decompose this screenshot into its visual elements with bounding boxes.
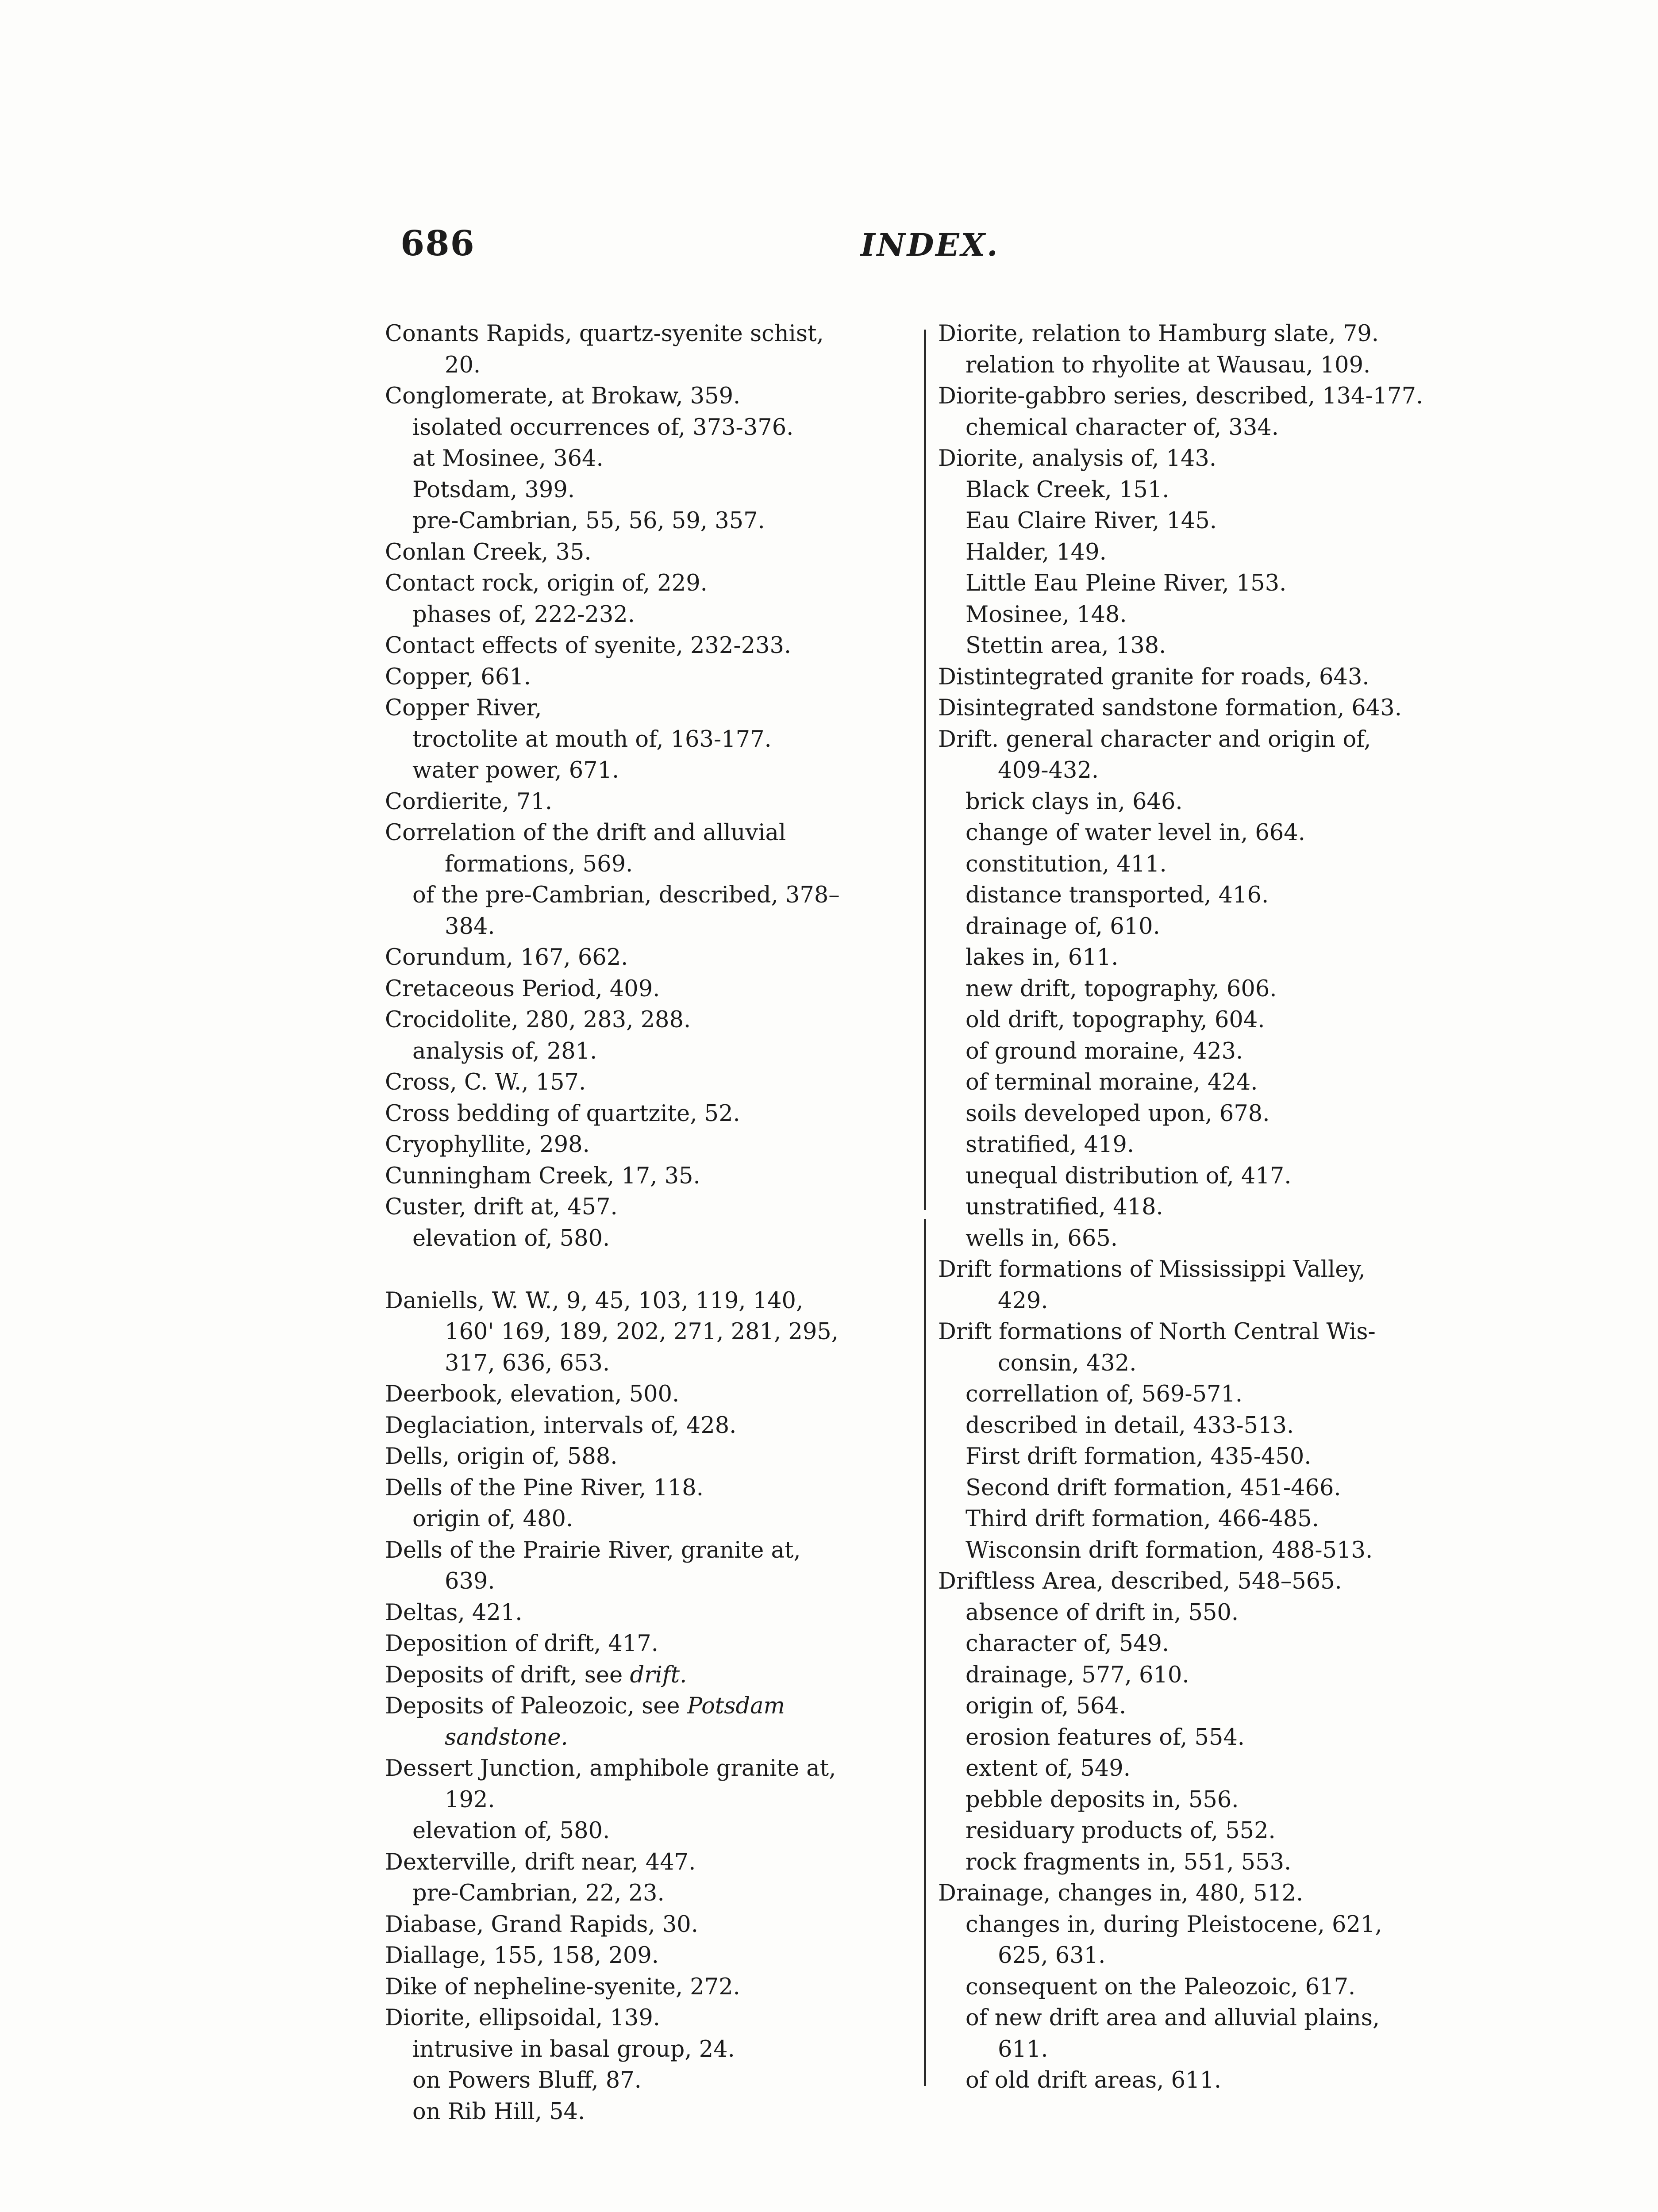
- index-entry-text: distance transported, 416.: [966, 882, 1269, 908]
- index-entry-text: residuary products of, 552.: [966, 1818, 1276, 1844]
- index-entry-text: Disintegrated sandstone formation, 643.: [938, 695, 1402, 721]
- index-entry: [385, 1535, 914, 1567]
- index-entry-text: 611.: [998, 2036, 1048, 2062]
- index-subentry: [385, 880, 914, 911]
- index-entry: [938, 319, 1473, 350]
- index-entry: [938, 1254, 1473, 1286]
- index-subentry: [938, 1940, 1473, 1972]
- index-subentry: [938, 2065, 1473, 2097]
- index-entry-text: pre-Cambrian, 55, 56, 59, 357.: [412, 508, 765, 534]
- index-subentry: [385, 412, 914, 444]
- index-subentry: [938, 1441, 1473, 1473]
- index-entry-text: drainage of, 610.: [966, 913, 1160, 940]
- index-entry-text: Cross, C. W., 157.: [385, 1069, 586, 1095]
- index-entry-text: character of, 549.: [966, 1631, 1169, 1657]
- index-entry-text: unequal distribution of, 417.: [966, 1163, 1292, 1189]
- index-cross-reference: sandstone.: [445, 1724, 568, 1751]
- index-entry-text: phases of, 222-232.: [412, 601, 635, 628]
- index-entry-text: Dells of the Prairie River, granite at,: [385, 1537, 801, 1563]
- index-entry-text: Cross bedding of quartzite, 52.: [385, 1100, 740, 1127]
- index-entry-text: unstratified, 418.: [966, 1194, 1163, 1220]
- index-subentry: [938, 1660, 1473, 1691]
- index-entry-text: Dessert Junction, amphibole granite at,: [385, 1755, 836, 1782]
- index-entry-text: on Powers Bluff, 87.: [412, 2067, 642, 2093]
- index-subentry: [938, 350, 1473, 381]
- index-subentry: [385, 1566, 914, 1598]
- index-subentry: [938, 1410, 1473, 1442]
- index-entry-text: extent of, 549.: [966, 1755, 1131, 1782]
- index-entry-text: Halder, 149.: [966, 539, 1107, 565]
- index-subentry: [938, 1348, 1473, 1379]
- index-subentry: [385, 755, 914, 787]
- index-entry: [385, 1691, 914, 1722]
- index-entry-text: change of water level in, 664.: [966, 820, 1305, 846]
- index-entry: [385, 1473, 914, 1504]
- index-entry: [385, 1753, 914, 1785]
- index-subentry: [938, 1192, 1473, 1223]
- index-entry-text: 20.: [445, 352, 481, 378]
- index-entry-text: of ground moraine, 423.: [966, 1038, 1243, 1064]
- index-entry-text: rock fragments in, 551, 553.: [966, 1849, 1292, 1875]
- index-entry: [385, 818, 914, 849]
- index-entry-text: constitution, 411.: [966, 851, 1167, 877]
- index-entry: [385, 537, 914, 568]
- index-entry-text: 384.: [445, 913, 495, 940]
- index-subentry: [938, 2034, 1473, 2066]
- index-entry-text: 409-432.: [998, 757, 1099, 783]
- index-entry: [385, 1379, 914, 1410]
- index-entry-text: Mosinee, 148.: [966, 601, 1127, 628]
- index-subentry: [938, 1005, 1473, 1036]
- index-entry-text: wells in, 665.: [966, 1225, 1118, 1252]
- column-divider-lower: [924, 1219, 926, 2086]
- index-entry-text: Diabase, Grand Rapids, 30.: [385, 1911, 698, 1938]
- index-entry-text: Drainage, changes in, 480, 512.: [938, 1880, 1304, 1906]
- index-subentry: [938, 849, 1473, 880]
- index-entry-text: intrusive in basal group, 24.: [412, 2036, 735, 2062]
- index-subentry: [938, 630, 1473, 662]
- index-entry-text: Deposits of drift, see: [385, 1662, 623, 1688]
- index-subentry: [385, 599, 914, 631]
- index-subentry: [385, 506, 914, 537]
- column-divider-upper: [924, 330, 926, 1210]
- index-entry-text: Conlan Creek, 35.: [385, 539, 592, 565]
- index-entry-text: Contact effects of syenite, 232-233.: [385, 633, 792, 659]
- index-entry-text: Diorite, relation to Hamburg slate, 79.: [938, 321, 1379, 347]
- index-subentry: [938, 1504, 1473, 1535]
- index-entry-text: Conants Rapids, quartz-syenite schist,: [385, 321, 824, 347]
- index-entry-text: Corundum, 167, 662.: [385, 945, 628, 971]
- index-entry-text: Little Eau Pleine River, 153.: [966, 570, 1287, 596]
- index-subentry: [938, 1691, 1473, 1722]
- index-entry: [938, 724, 1473, 756]
- index-entry-text: analysis of, 281.: [412, 1038, 597, 1064]
- index-entry: [385, 1098, 914, 1130]
- index-subentry: [938, 1473, 1473, 1504]
- index-entry: [938, 662, 1473, 693]
- index-entry-text: Cryophyllite, 298.: [385, 1132, 590, 1158]
- index-subentry: [385, 1785, 914, 1816]
- index-entry-text: Stettin area, 138.: [966, 633, 1166, 659]
- index-entry: [938, 1317, 1473, 1348]
- index-entry-text: lakes in, 611.: [966, 945, 1119, 971]
- index-entry-text: pre-Cambrian, 22, 23.: [412, 1880, 665, 1906]
- index-subentry: [938, 1161, 1473, 1192]
- index-entry: [385, 1286, 914, 1317]
- index-subentry: [385, 1348, 914, 1379]
- index-entry-text: consequent on the Paleozoic, 617.: [966, 1974, 1356, 2000]
- index-entry-text: Dells, origin of, 588.: [385, 1444, 618, 1470]
- index-cross-reference: Potsdam: [687, 1693, 785, 1719]
- index-entry-text: water power, 671.: [412, 757, 619, 783]
- index-entry-text: Custer, drift at, 457.: [385, 1194, 618, 1220]
- index-entry-text: Diallage, 155, 158, 209.: [385, 1943, 659, 1969]
- index-entry-text: 639.: [445, 1568, 495, 1594]
- index-entry-text: isolated occurrences of, 373-376.: [412, 414, 794, 441]
- index-entry-text: Copper, 661.: [385, 664, 531, 690]
- index-entry: [385, 662, 914, 693]
- index-subentry: [938, 599, 1473, 631]
- index-subentry: [938, 1598, 1473, 1629]
- index-entry-text: Deerbook, elevation, 500.: [385, 1381, 680, 1407]
- index-subentry: [938, 1129, 1473, 1161]
- index-subentry: [938, 1753, 1473, 1785]
- index-entry: [385, 1909, 914, 1941]
- index-entry-text: described in detail, 433-513.: [966, 1412, 1294, 1439]
- index-subentry: [938, 1722, 1473, 1754]
- index-subentry: [385, 1878, 914, 1909]
- index-subentry: [938, 818, 1473, 849]
- index-subentry: [938, 942, 1473, 974]
- index-entry: [385, 1940, 914, 1972]
- index-entry-text: changes in, during Pleistocene, 621,: [966, 1911, 1382, 1938]
- index-entry-text: Dells of the Pine River, 118.: [385, 1475, 704, 1501]
- index-subentry: [385, 1722, 914, 1754]
- index-entry-text: consin, 432.: [998, 1350, 1137, 1376]
- index-entry: [385, 1129, 914, 1161]
- index-entry-text: 317, 636, 653.: [445, 1350, 610, 1376]
- index-entry: [938, 1566, 1473, 1598]
- index-entry-text: drainage, 577, 610.: [966, 1662, 1189, 1688]
- index-subentry: [385, 1816, 914, 1847]
- index-entry: [385, 1441, 914, 1473]
- index-entry-text: Drift formations of North Central Wis-: [938, 1319, 1376, 1345]
- index-entry-text: old drift, topography, 604.: [966, 1007, 1265, 1033]
- index-entry-text: of terminal moraine, 424.: [966, 1069, 1258, 1095]
- index-entry: [385, 787, 914, 818]
- index-subentry: [385, 1036, 914, 1068]
- index-subentry: [385, 350, 914, 381]
- index-entry: [385, 1598, 914, 1629]
- index-entry-text: soils developed upon, 678.: [966, 1100, 1270, 1127]
- index-entry-text: relation to rhyolite at Wausau, 109.: [966, 352, 1371, 378]
- index-entry-text: correllation of, 569-571.: [966, 1381, 1243, 1407]
- index-subentry: [938, 1286, 1473, 1317]
- index-entry: [385, 1192, 914, 1223]
- index-entry: [385, 319, 914, 350]
- index-entry-text: origin of, 480.: [412, 1506, 573, 1532]
- index-entry: [385, 1660, 914, 1691]
- index-entry-text: Cretaceous Period, 409.: [385, 975, 660, 1002]
- index-entry: [385, 1410, 914, 1442]
- index-subentry: [938, 1036, 1473, 1068]
- section-gap: [385, 1254, 914, 1286]
- index-subentry: [385, 2097, 914, 2128]
- index-subentry: [938, 880, 1473, 911]
- index-subentry: [938, 2003, 1473, 2034]
- index-entry-text: of old drift areas, 611.: [966, 2067, 1222, 2093]
- index-entry-text: 192.: [445, 1786, 495, 1813]
- index-entry-text: formations, 569.: [445, 851, 633, 877]
- index-subentry: [938, 755, 1473, 787]
- index-entry: [385, 693, 914, 724]
- index-subentry: [385, 2065, 914, 2097]
- index-entry: [385, 942, 914, 974]
- index-subentry: [938, 1067, 1473, 1098]
- index-entry-text: Diorite, ellipsoidal, 139.: [385, 2005, 660, 2031]
- index-subentry: [385, 2034, 914, 2066]
- index-subentry: [938, 787, 1473, 818]
- index-subentry: [938, 1535, 1473, 1567]
- index-column-right: [938, 319, 1473, 2097]
- index-entry-text: Copper River,: [385, 695, 542, 721]
- index-entry: [385, 1847, 914, 1878]
- index-entry-text: Deltas, 421.: [385, 1599, 523, 1626]
- index-entry-text: Second drift formation, 451-466.: [966, 1475, 1341, 1501]
- index-entry-text: on Rib Hill, 54.: [412, 2098, 585, 2125]
- index-entry: [938, 443, 1473, 475]
- index-entry: [385, 568, 914, 599]
- index-entry: [938, 381, 1473, 412]
- index-subentry: [938, 974, 1473, 1005]
- index-entry-text: Dexterville, drift near, 447.: [385, 1849, 696, 1875]
- index-entry-text: 160' 169, 189, 202, 271, 281, 295,: [445, 1319, 839, 1345]
- index-entry-text: Daniells, W. W., 9, 45, 103, 119, 140,: [385, 1287, 804, 1314]
- index-subentry: [938, 1909, 1473, 1941]
- index-entry: [385, 1067, 914, 1098]
- index-subentry: [385, 1317, 914, 1348]
- index-subentry: [385, 1223, 914, 1255]
- index-entry-text: elevation of, 580.: [412, 1818, 610, 1844]
- index-entry-text: Crocidolite, 280, 283, 288.: [385, 1007, 691, 1033]
- index-entry: [385, 381, 914, 412]
- index-entry-text: at Mosinee, 364.: [412, 445, 604, 472]
- index-subentry: [938, 506, 1473, 537]
- index-entry-text: of new drift area and alluvial plains,: [966, 2005, 1380, 2031]
- index-entry-text: Diorite, analysis of, 143.: [938, 445, 1217, 472]
- index-entry-text: Cordierite, 71.: [385, 788, 553, 815]
- index-entry-text: origin of, 564.: [966, 1693, 1127, 1719]
- index-entry-text: Black Creek, 151.: [966, 476, 1169, 503]
- index-entry-text: Deposits of Paleozoic, see: [385, 1693, 680, 1719]
- index-subentry: [938, 1785, 1473, 1816]
- index-cross-reference: drift.: [630, 1662, 687, 1688]
- index-entry-text: Deposition of drift, 417.: [385, 1631, 658, 1657]
- index-entry-text: Drift. general character and origin of,: [938, 726, 1371, 753]
- index-entry: [385, 2003, 914, 2034]
- index-subentry: [938, 1379, 1473, 1410]
- index-subentry: [938, 568, 1473, 599]
- index-entry: [385, 1005, 914, 1036]
- page-number: 686: [400, 223, 475, 264]
- index-entry: [385, 974, 914, 1005]
- index-entry-text: troctolite at mouth of, 163-177.: [412, 726, 772, 753]
- index-subentry: [385, 724, 914, 756]
- index-entry: [385, 630, 914, 662]
- index-entry-text: of the pre-Cambrian, described, 378–: [412, 882, 840, 908]
- index-entry-text: Driftless Area, described, 548–565.: [938, 1568, 1342, 1594]
- index-entry-text: Third drift formation, 466-485.: [966, 1506, 1319, 1532]
- index-entry-text: Distintegrated granite for roads, 643.: [938, 664, 1369, 690]
- index-entry-text: Dike of nepheline-syenite, 272.: [385, 1974, 740, 2000]
- index-subentry: [938, 911, 1473, 943]
- index-subentry: [938, 1847, 1473, 1878]
- index-entry-text: Deglaciation, intervals of, 428.: [385, 1412, 737, 1439]
- index-subentry: [385, 911, 914, 943]
- index-subentry: [938, 537, 1473, 568]
- index-entry-text: erosion features of, 554.: [966, 1724, 1245, 1751]
- index-entry: [385, 1161, 914, 1192]
- index-subentry: [385, 1504, 914, 1535]
- index-entry-text: First drift formation, 435-450.: [966, 1444, 1312, 1470]
- index-entry-text: 429.: [998, 1287, 1048, 1314]
- index-entry: [938, 1878, 1473, 1909]
- index-subentry: [938, 1628, 1473, 1660]
- index-subentry: [938, 1098, 1473, 1130]
- index-entry: [385, 1972, 914, 2003]
- index-entry: [938, 693, 1473, 724]
- index-subentry: [385, 849, 914, 880]
- index-entry-text: brick clays in, 646.: [966, 788, 1183, 815]
- index-entry-text: stratified, 419.: [966, 1132, 1135, 1158]
- index-subentry: [938, 475, 1473, 506]
- index-entry-text: Correlation of the drift and alluvial: [385, 820, 786, 846]
- index-entry: [385, 1628, 914, 1660]
- index-entry-text: Conglomerate, at Brokaw, 359.: [385, 383, 741, 409]
- index-entry-text: Diorite-gabbro series, described, 134-177.: [938, 383, 1423, 409]
- index-entry-text: 625, 631.: [998, 1943, 1106, 1969]
- index-entry-text: elevation of, 580.: [412, 1225, 610, 1252]
- index-entry-text: Potsdam, 399.: [412, 476, 575, 503]
- index-subentry: [938, 1972, 1473, 2003]
- index-column-left: [385, 319, 914, 2128]
- index-entry-text: pebble deposits in, 556.: [966, 1786, 1239, 1813]
- index-entry-text: chemical character of, 334.: [966, 414, 1279, 441]
- index-entry-text: Contact rock, origin of, 229.: [385, 570, 708, 596]
- index-subentry: [938, 1223, 1473, 1255]
- index-entry-text: Wisconsin drift formation, 488-513.: [966, 1537, 1373, 1563]
- index-subentry: [938, 1816, 1473, 1847]
- index-entry-text: Eau Claire River, 145.: [966, 508, 1217, 534]
- index-entry-text: Drift formations of Mississippi Valley,: [938, 1256, 1366, 1283]
- index-subentry: [385, 443, 914, 475]
- index-entry-text: Cunningham Creek, 17, 35.: [385, 1163, 700, 1189]
- index-entry-text: new drift, topography, 606.: [966, 975, 1277, 1002]
- index-subentry: [938, 412, 1473, 444]
- index-subentry: [385, 475, 914, 506]
- index-entry-text: absence of drift in, 550.: [966, 1599, 1239, 1626]
- running-head: INDEX.: [861, 227, 1000, 263]
